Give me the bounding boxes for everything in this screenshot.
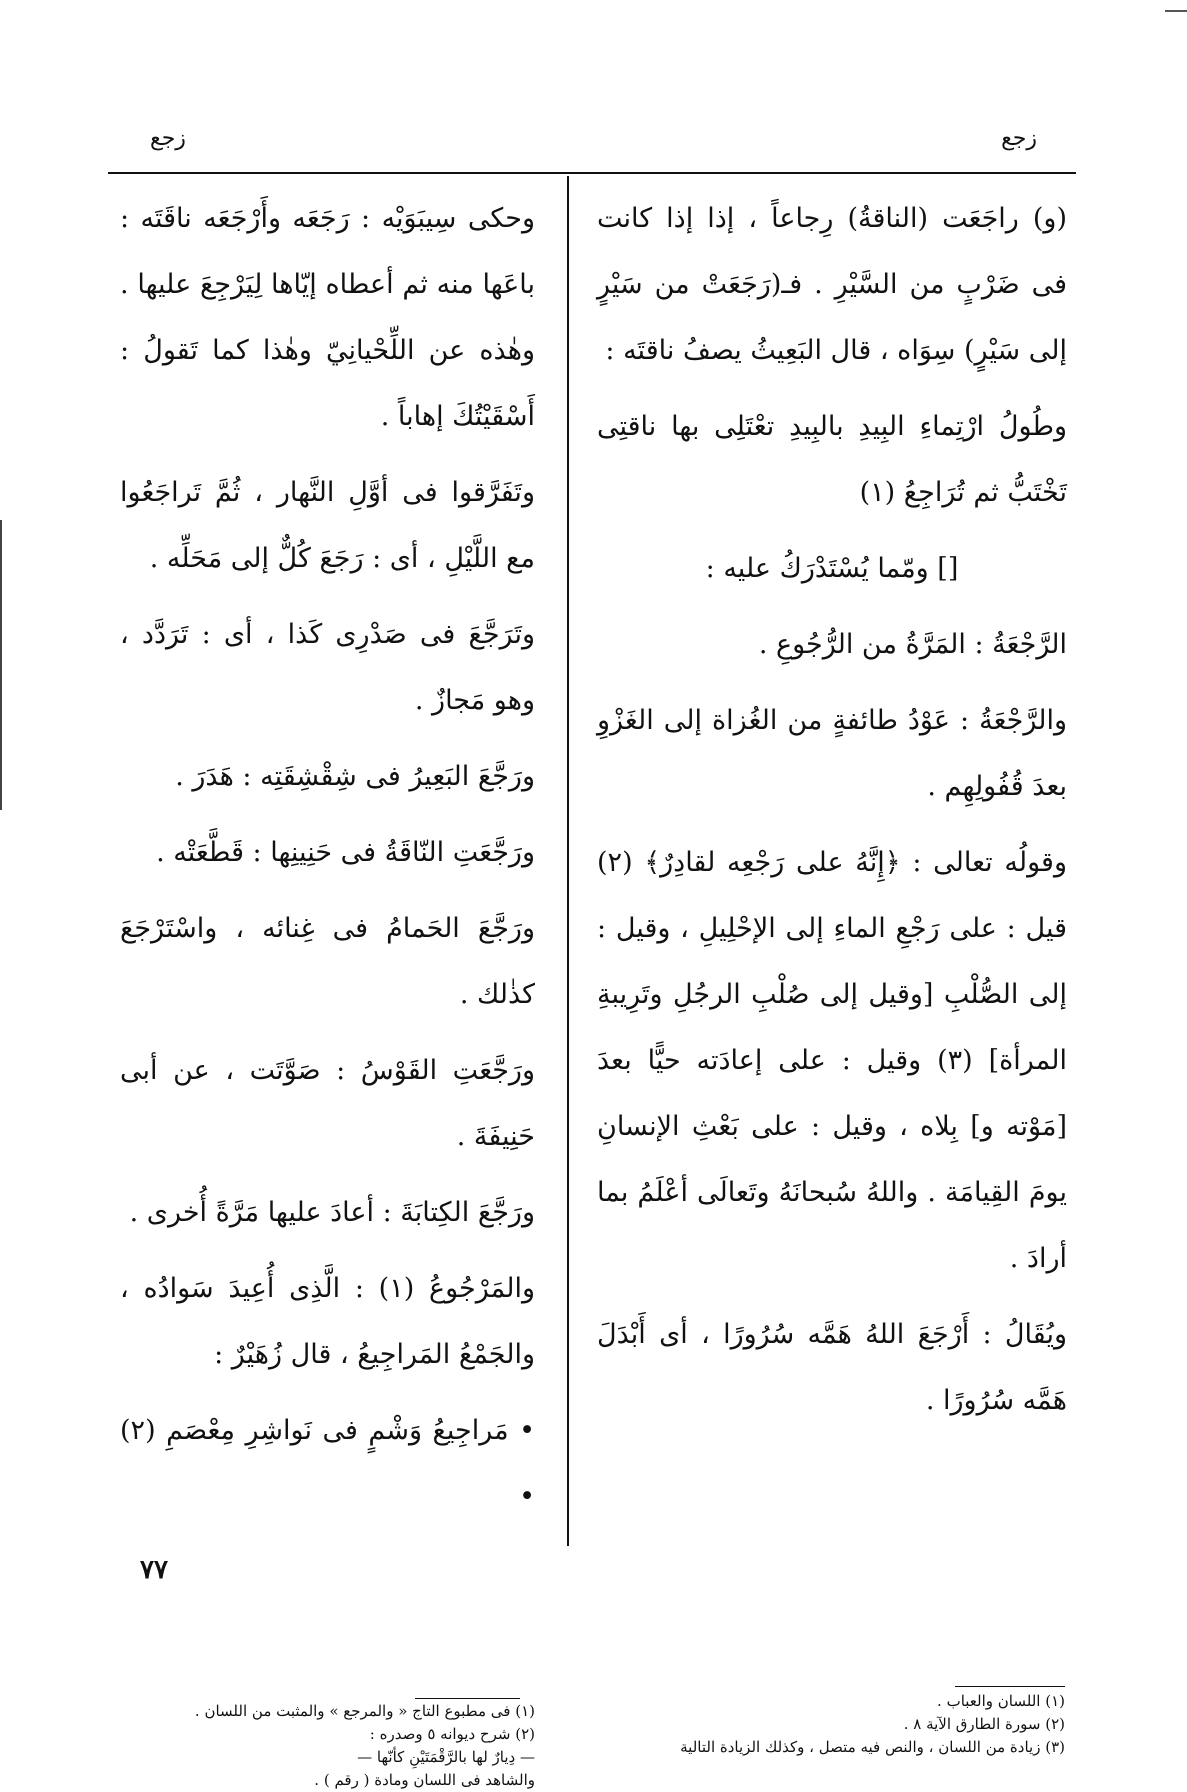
footnote: (٢) شرح ديوانه ٥ وصدره : [369,1725,535,1743]
footnote-rule-right [955,1686,1065,1687]
running-headword-left: زجع [150,126,186,151]
footnote: والشاهد فى اللسان ومادة ( رقم ) . [314,1771,535,1789]
footnote-rule-left [415,1698,520,1699]
running-headword-right: زجع [1001,126,1037,151]
footnote: (٣) زيادة من اللسان ، والنص فيه متصل ، وكذلك الزيادة التالية [680,1738,1065,1756]
addendum-heading: [] ومّما يُسْتَدْرَكُ عليه : [705,553,959,584]
page-edge-mark [0,520,2,810]
entry-paragraph: وتَرَجَّعَ فى صَدْرِى كَذا ، أى : تَرَدَّد ، وهو مَجازٌ . [120,619,535,716]
left-column [120,186,535,1540]
entry-paragraph: ويُقَالُ : أَرْجَعَ اللهُ هَمَّه سُرُورًا ، أى أَبْدَلَ هَمَّه سُرُورًا . [597,1319,1067,1416]
footnote: (٢) سورة الطارق الآية ٨ . [903,1715,1065,1733]
verse: • مَراجِيعُ وَشْمٍ فى نَواشِرِ مِعْصَمِ (٢) • [120,1415,535,1512]
entry-paragraph: ورَجَّعَ الحَمامُ فى غِنائه ، واسْتَرْجَعَ كذٰلك . [120,913,535,1010]
entry-paragraph: ورَجَّعَ الكِتابَةَ : أعادَ عليها مَرَّةً أُخرى . [129,1197,535,1228]
footnotes-right [595,1690,1065,1759]
header-rule [108,172,1076,174]
entry-paragraph: والمَرْجُوعُ (١) : الَّذِى أُعِيدَ سَوادُه ، والجَمْعُ المَراجِيعُ ، قال زُهَيْرٌ : [120,1273,536,1370]
footnote: — دِيارٌ لها بالرَّقْمَتَيْنِ كأنّها — [357,1748,535,1766]
entry-paragraph: الرَّجْعَةُ : المَرَّةُ من الرُّجُوعِ . [758,629,1067,660]
entry-paragraph: والرَّجْعَةُ : عَوْدُ طائفةٍ من الغُزاة إلى الغَزْوِ بعدَ قُفُولِهِم . [597,705,1067,802]
entry-paragraph: ورَجَّعَ البَعِيرُ فى شِقْشِقَتِه : هَدَرَ . [175,761,535,792]
entry-paragraph: وقولُه تعالى : ﴿إِنَّهُ على رَجْعِه لقادِرٌ﴾ (٢) قيل : على رَجْعِ الماءِ إلى الإحْلِيلِ ، وقيل : إلى الصُّلْبِ [وقيل إلى صُلْبِ الرجُلِ وتَرِيبةِ المرأة] (٣) وقيل : على إعادَته حيًّا بعدَ [مَوْته و] بِلاه ، وقيل : على بَعْثِ الإنسانِ يومَ القِيامَة . واللهُ سُبحانَهُ وتَعالَى أعْلَمُ بما أرادَ . [597,847,1067,1274]
entry-paragraph: (و) راجَعَت (الناقةُ) رِجاعاً ، إذا إذا كانت فى ضَرْبٍ من السَّيْرِ . فـ(رَجَعَتْ من سَيْرٍ إلى سَيْرٍ) سِوَاه ، قال البَعِيثُ يصفُ ناقتَه : [597,203,1067,366]
footnotes-left [130,1700,535,1792]
entry-paragraph: وتَفَرَّقوا فى أوَّلِ النَّهار ، ثُمَّ تَراجَعُوا مع اللَّيْلِ ، أى : رَجَعَ كُلٌّ إلى مَحَلِّه . [120,477,535,574]
right-column [597,186,1067,1444]
footnote: (١) اللسان والعباب . [937,1692,1065,1710]
entry-paragraph: ورَجَّعَتِ القَوْسُ : صَوَّتَت ، عن أبى حَنِيفَةَ . [120,1055,535,1152]
entry-paragraph: وحكى سِيبَوَيْه : رَجَعَه وأَرْجَعَه ناقَتَه : باعَها منه ثم أعطاه إيّاها لِيَرْجِعَ عليها . وهٰذه عن اللِّحْيانِيّ وهٰذا كما تَقولُ : أَسْقَيْتُكَ إهاباً . [120,203,535,432]
entry-paragraph: ورَجَّعَتِ النّاقَةُ فى حَنِينِها : قَطَّعَتْه . [156,837,535,868]
column-divider [567,176,569,1546]
verse: وطُولُ ارْتِماءِ البِيدِ بالبِيدِ تعْتَلِى بها ناقتِى تَخْتَبُّ ثم تُرَاجِعُ (١) [597,411,1067,508]
page-number: ٧٧ [140,1555,168,1585]
corner-mark [1165,0,1187,12]
footnote: (١) فى مطبوع التاج « والمرجع » والمثبت من اللسان . [194,1702,535,1720]
